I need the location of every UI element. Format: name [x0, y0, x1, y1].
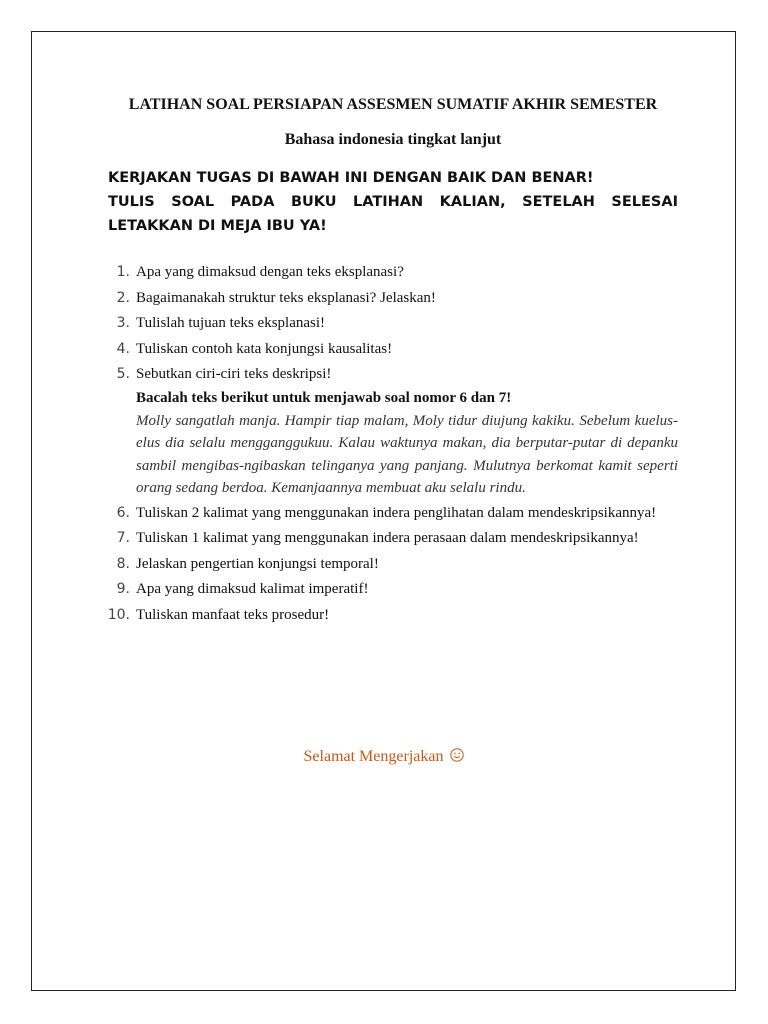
question-number: 1.	[116, 264, 130, 280]
question-text: Jelaskan pengertian konjungsi temporal!	[136, 555, 379, 572]
question-text: Tuliskan 2 kalimat yang menggunakan indera penglihatan dalam mendeskripsikannya!	[136, 504, 657, 521]
question-text: Tuliskan 1 kalimat yang menggunakan indera perasaan dalam mendeskripsikannya!	[136, 530, 639, 546]
question-list	[108, 261, 678, 387]
question-number: 7.	[116, 530, 130, 546]
question-number: 4.	[116, 340, 130, 357]
question-text: Bagaimanakah struktur teks eksplanasi? Jelaskan!	[136, 289, 436, 306]
instruction-line-2: TULIS SOAL PADA BUKU LATIHAN KALIAN, SETELAH SELESAI	[108, 194, 678, 210]
document-body	[108, 94, 678, 627]
question-item	[108, 553, 678, 577]
question-number: 10.	[107, 606, 130, 623]
question-item	[108, 338, 678, 362]
instructions	[108, 166, 678, 238]
question-item	[108, 604, 678, 628]
reading-passage-block	[108, 387, 678, 500]
question-number: 8.	[116, 555, 130, 572]
question-number: 9.	[116, 581, 130, 597]
question-text: Tuliskan manfaat teks prosedur!	[136, 606, 330, 623]
instruction-line-3: LETAKKAN DI MEJA IBU YA!	[108, 218, 327, 234]
document-subtitle: Bahasa indonesia tingkat lanjut	[284, 131, 502, 148]
question-text: Sebutkan ciri-ciri teks deskripsi!	[136, 366, 332, 382]
question-item	[108, 312, 678, 336]
question-item	[108, 502, 678, 526]
question-text: Apa yang dimaksud dengan teks eksplanasi?	[136, 264, 404, 280]
closing-text: Selamat Mengerjakan	[303, 748, 444, 765]
question-item	[108, 527, 678, 551]
smiley-face-icon	[450, 747, 464, 761]
question-text: Apa yang dimaksud kalimat imperatif!	[136, 581, 369, 597]
question-item	[108, 261, 678, 285]
reading-passage: Molly sangatlah manja. Hampir tiap malam, Moly tidur diujung kakiku. Sebelum kuelus-elus dia selalu mengganggukuu. Kalau waktunya makan, dia berputar-putar di depanku sambil mengibas-ngibaskan telinganya yang panjang. Mulutnya berkomat kamit seperti orang sedang berdoa. Kemanjaannya membuat aku selalu rindu.	[136, 412, 678, 496]
question-number: 5.	[116, 366, 130, 382]
question-item	[108, 363, 678, 387]
question-item	[108, 287, 678, 311]
question-text: Tulislah tujuan teks eksplanasi!	[136, 315, 326, 331]
question-text: Tuliskan contoh kata konjungsi kausalitas!	[136, 340, 393, 357]
closing-message	[0, 746, 768, 768]
question-item	[108, 578, 678, 602]
question-number: 3.	[116, 315, 130, 331]
passage-instruction: Bacalah teks berikut untuk menjawab soal nomor 6 dan 7!	[136, 389, 512, 406]
question-list-continued	[108, 502, 678, 628]
document-title: LATIHAN SOAL PERSIAPAN ASSESMEN SUMATIF AKHIR SEMESTER	[128, 96, 658, 113]
question-number: 2.	[116, 289, 130, 306]
question-number: 6.	[116, 504, 130, 521]
instruction-line-1: KERJAKAN TUGAS DI BAWAH INI DENGAN BAIK DAN BENAR!	[108, 170, 594, 186]
